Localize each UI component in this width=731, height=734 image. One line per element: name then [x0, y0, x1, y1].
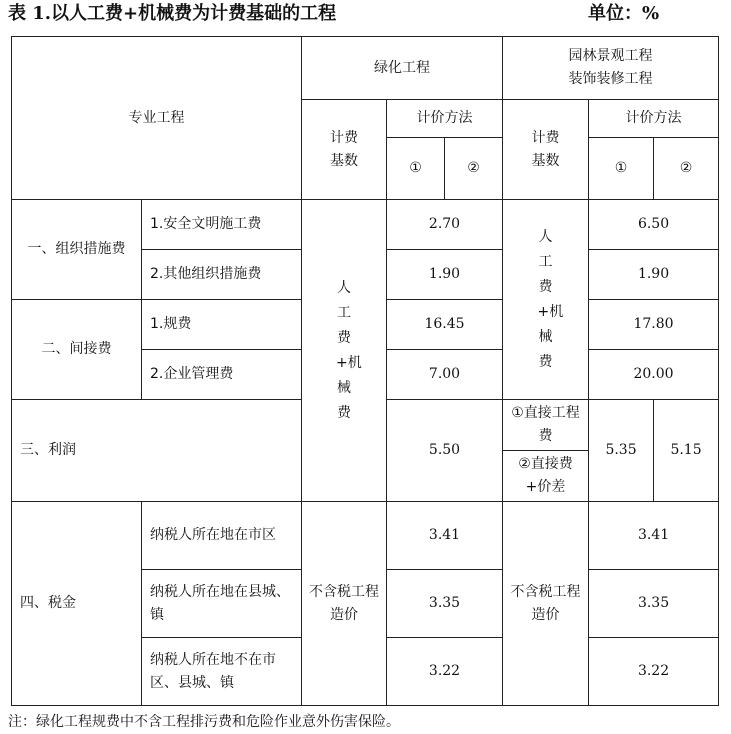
header-greening: 绿化工程 [302, 37, 503, 100]
greening-value: 3.22 [387, 638, 503, 706]
garden-value: 1.90 [589, 250, 719, 300]
greening-base-labor-machine: 人工费+机械费 [302, 200, 387, 502]
garden-base-excl-tax: 不含税工程造价 [503, 502, 589, 706]
table-title: 表 1.以人工费+机械费为计费基础的工程 [8, 3, 337, 24]
greening-value: 5.50 [387, 400, 503, 502]
fee-rate-table [11, 36, 719, 706]
row-indirect-label: 二、间接费 [12, 300, 142, 400]
greening-value: 3.41 [387, 502, 503, 570]
base-header-line2: 基数 [330, 152, 358, 169]
garden-profit-base-1: ①直接工程费 [503, 400, 589, 451]
garden-value: 3.22 [589, 638, 719, 706]
greening-method-2: ② [445, 138, 503, 200]
row-org-measures-label: 一、组织措施费 [12, 200, 142, 300]
header-garden-line1: 园林景观工程 [568, 48, 653, 64]
header-specialty: 专业工程 [12, 37, 302, 200]
garden-value: 3.35 [589, 570, 719, 638]
greening-base-header [302, 100, 387, 200]
base-header-line1: 计费 [330, 129, 358, 146]
garden-base-labor-machine: 人工费+机械费 [503, 200, 589, 400]
garden-method-header: 计价方法 [589, 100, 719, 138]
greening-value: 2.70 [387, 200, 503, 250]
row-tax-label: 四、税金 [12, 502, 142, 706]
row-label: 2.其他组织措施费 [142, 250, 302, 300]
row-label: 1.规费 [142, 300, 302, 350]
greening-base-excl-tax: 不含税工程造价 [302, 502, 387, 706]
garden-method-2: ② [654, 138, 719, 200]
unit-label: 单位：% [588, 3, 660, 24]
greening-method-header: 计价方法 [387, 100, 503, 138]
greening-value: 1.90 [387, 250, 503, 300]
garden-profit-method-2: 5.15 [654, 400, 719, 502]
header-garden-line2: 装饰装修工程 [568, 71, 653, 87]
greening-value: 7.00 [387, 350, 503, 400]
garden-value: 6.50 [589, 200, 719, 250]
greening-value: 3.35 [387, 570, 503, 638]
garden-method-1: ① [589, 138, 654, 200]
base-header-line2: 基数 [531, 152, 560, 169]
row-label: 纳税人所在地在市区 [142, 502, 302, 570]
greening-value: 16.45 [387, 300, 503, 350]
row-label: 纳税人所在地不在市区、县城、镇 [142, 638, 302, 706]
greening-method-1: ① [387, 138, 445, 200]
row-label: 1.安全文明施工费 [142, 200, 302, 250]
row-label: 纳税人所在地在县城、镇 [142, 570, 302, 638]
garden-profit-base-2: ②直接费+价差 [503, 451, 589, 502]
garden-value: 17.80 [589, 300, 719, 350]
garden-base-header [503, 100, 589, 200]
garden-value: 3.41 [589, 502, 719, 570]
row-label: 2.企业管理费 [142, 350, 302, 400]
footnote: 注：绿化工程规费中不含工程排污费和危险作业意外伤害保险。 [8, 714, 400, 730]
garden-profit-method-1: 5.35 [589, 400, 654, 502]
base-header-line1: 计费 [531, 129, 560, 146]
garden-value: 20.00 [589, 350, 719, 400]
row-profit-label: 三、利润 [12, 400, 302, 502]
header-garden [503, 37, 719, 100]
